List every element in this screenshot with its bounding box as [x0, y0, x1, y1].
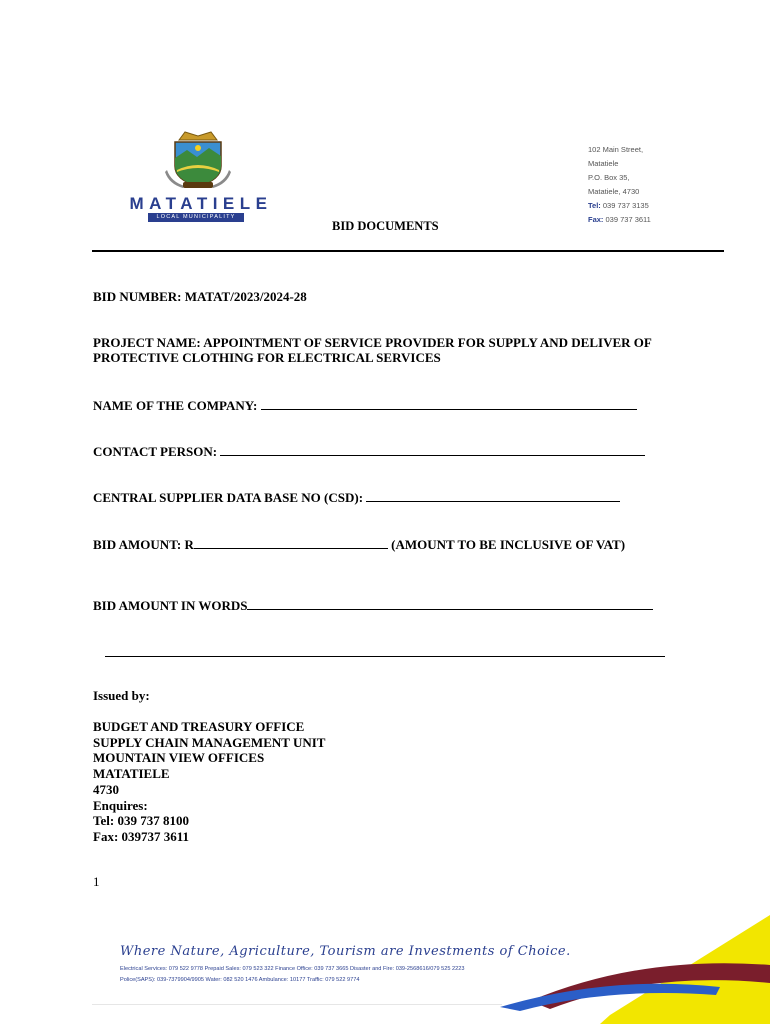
- office-line: Fax: 039737 3611: [93, 828, 190, 844]
- header-divider: [92, 250, 724, 252]
- office-line: BUDGET AND TREASURY OFFICE: [93, 719, 305, 734]
- office-line: MOUNTAIN VIEW OFFICES: [93, 750, 265, 766]
- footer-contacts-line: Electrical Services: 079 522 9778 Prepaid Sales: 079 523 322 Finance Office: 039 737 3665 Disaster and Fire: 039-2568616/079 525 2223: [120, 966, 465, 972]
- company-name-label: NAME OF THE COMPANY:: [93, 398, 258, 413]
- office-line: SUPPLY CHAIN MANAGEMENT UNIT: [93, 734, 326, 750]
- bid-amount-blank[interactable]: [194, 536, 388, 549]
- address-block: [588, 143, 738, 227]
- page-number: 1: [93, 874, 100, 889]
- project-name-line: PROJECT NAME: APPOINTMENT OF SERVICE PROVIDER FOR SUPPLY AND DELIVER OF: [93, 335, 652, 350]
- office-line: MATATIELE: [93, 766, 170, 782]
- csd-field: [93, 489, 620, 506]
- bid-words-field-continued: [105, 644, 665, 661]
- office-line: Enquires:: [93, 797, 148, 813]
- contact-person-label: CONTACT PERSON:: [93, 444, 218, 459]
- footer-divider: [92, 1004, 502, 1005]
- bid-amount-label: BID AMOUNT: R: [93, 537, 194, 552]
- csd-label: CENTRAL SUPPLIER DATA BASE NO (CSD):: [93, 490, 364, 505]
- bid-words-field: [93, 597, 653, 614]
- address-line: Matatiele, 4730: [588, 187, 640, 196]
- company-name-blank[interactable]: [261, 397, 637, 410]
- project-name-line: PROTECTIVE CLOTHING FOR ELECTRICAL SERVICES: [93, 350, 441, 365]
- document-title: BID DOCUMENTS: [332, 219, 439, 233]
- tel-label: Tel:: [588, 201, 601, 210]
- footer-contacts: [120, 964, 590, 986]
- issued-by-label: Issued by:: [93, 688, 150, 703]
- fax-value: 039 737 3611: [605, 215, 651, 224]
- contact-person-field: [93, 443, 645, 460]
- municipal-coat-of-arms-icon: [165, 130, 231, 190]
- brand-subtitle: LOCAL MUNICIPALITY: [148, 213, 244, 222]
- address-fax: [588, 213, 738, 227]
- footer-contacts-line: Police(SAPS): 039-7379904/9905 Water: 082 520 1476 Ambulance: 10177 Traffic: 079 522 9774: [120, 977, 360, 983]
- bid-number: BID NUMBER: MATAT/2023/2024-28: [93, 289, 307, 304]
- brand-name: MATATIELE: [129, 194, 273, 213]
- bid-words-blank-2[interactable]: [105, 644, 665, 657]
- footer-slogan: Where Nature, Agriculture, Tourism are Investments of Choice.: [120, 944, 571, 959]
- bid-words-label: BID AMOUNT IN WORDS: [93, 598, 248, 613]
- address-line: Matatiele: [588, 159, 619, 168]
- bid-words-blank[interactable]: [247, 597, 653, 610]
- office-line: 4730: [93, 781, 119, 797]
- contact-person-blank[interactable]: [220, 443, 645, 456]
- address-line: P.O. Box 35,: [588, 173, 630, 182]
- office-line: Tel: 039 737 8100: [93, 813, 189, 829]
- bid-amount-note: (AMOUNT TO BE INCLUSIVE OF VAT): [391, 537, 626, 552]
- tel-value: 039 737 3135: [602, 201, 649, 210]
- bid-amount-field: [93, 536, 625, 553]
- fax-label: Fax:: [588, 215, 604, 224]
- csd-blank[interactable]: [366, 489, 620, 502]
- company-name-field: [93, 397, 637, 414]
- address-line: 102 Main Street,: [588, 145, 644, 154]
- issuing-office: [93, 719, 325, 845]
- address-tel: [588, 199, 738, 213]
